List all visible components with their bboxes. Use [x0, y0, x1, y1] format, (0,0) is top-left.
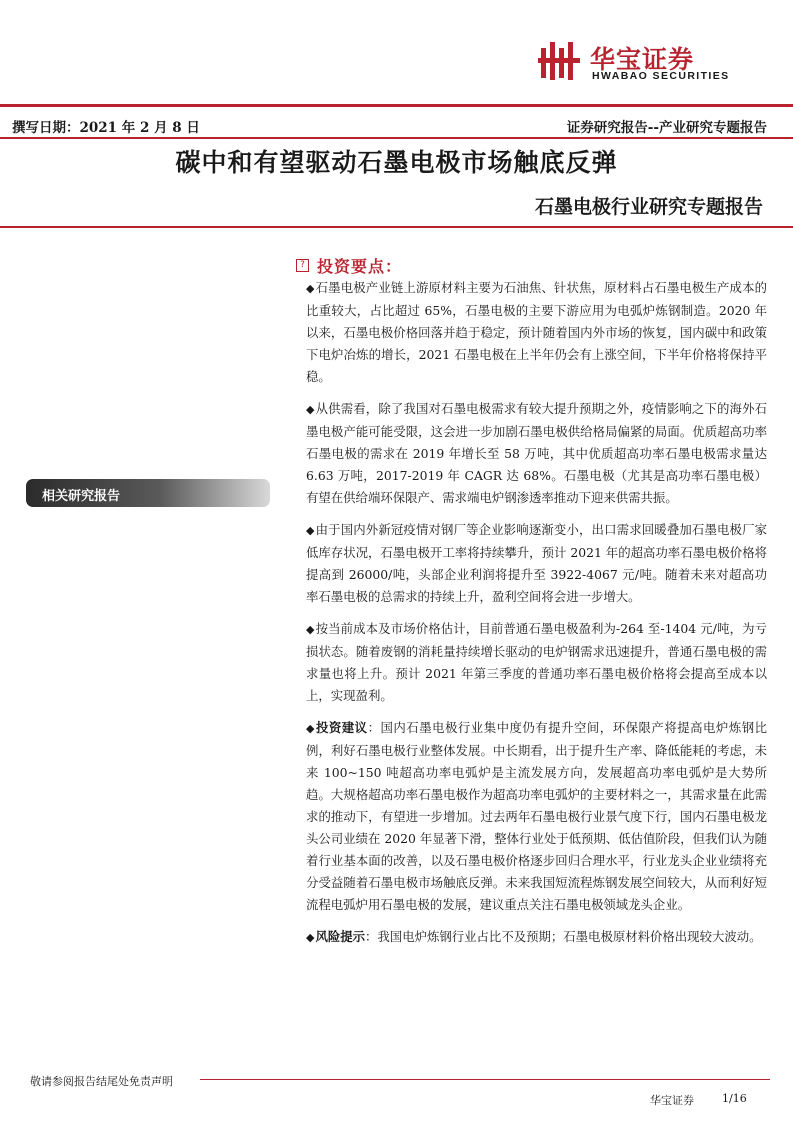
paragraph	[306, 277, 767, 388]
bullet-diamond-icon: ◆	[306, 722, 315, 735]
paragraph	[306, 618, 767, 707]
subtitle-rule	[0, 226, 793, 228]
page-subtitle: 石墨电极行业研究专题报告	[534, 196, 763, 218]
bullet-diamond-icon: ◆	[306, 623, 315, 636]
paragraph-text: 石墨电极产业链上游原材料主要为石油焦、针状焦，原材料占石墨电极生产成本的比重较大，占比超过 65%，石墨电极的主要下游应用为电弧炉炼钢制造。2020 年以来，石墨电极价格回落并趋于稳定，预计随着国内外市场的恢复，国内碳中和政策下电炉冶炼的增长，2021 石墨电极在上半年仍会有上涨空间，下半年价格将保持平稳。	[306, 280, 768, 384]
company-logo	[538, 38, 758, 88]
paragraph-text: ：国内石墨电极行业集中度仍有提升空间，环保限产将提高电炉炼钢比例，利好石墨电极行业整体发展。中长期看，出于提升生产率、降低能耗的考虑，未来 100~150 吨超高功率电弧炉是主流发展方向，发展超高功率电弧炉是大势所趋。大规格超高功率石墨电极作为超高功率电弧炉的主要材料之一，其需求量在此需求的推动下，有望进一步增加。过去两年石墨电极行业景气度下行，国内石墨电极龙头公司业绩在 2020 年显著下滑，整体行业处于低预期、低估值阶段，但我们认为随着行业基本面的改善，以及石墨电极价格逐步回归合理水平，行业龙头企业业绩将充分受益随着石墨电极市场触底反弹。未来我国短流程炼钢发展空间较大，从而利好短流程电弧炉用石墨电极的发展，建议重点关注石墨电极领域龙头企业。	[306, 720, 768, 912]
related-reports-tab	[26, 479, 270, 507]
related-reports-label: 相关研究报告	[42, 489, 121, 504]
paragraph-text: 按当前成本及市场价格估计，目前普通石墨电极盈利为-264 至-1404 元/吨，为亏损状态。随着废钢的消耗量持续增长驱动的电炉钢需求迅速提升，普通石墨电极的需求量也将上升。预计 2021 年第三季度的普通功率石墨电极价格将会提高至成本以上，实现盈利。	[306, 621, 767, 703]
bullet-diamond-icon: ◆	[306, 403, 315, 416]
header-top-rule	[0, 104, 793, 107]
section-heading-label: 投资要点：	[317, 257, 403, 276]
footer-rule	[200, 1079, 770, 1080]
footer-disclaimer: 敬请参阅报告结尾处免责声明	[30, 1075, 173, 1088]
paragraph-lead: 风险提示	[315, 929, 366, 944]
report-type: 证券研究报告--产业研究专题报告	[566, 120, 767, 136]
paragraph	[306, 519, 767, 608]
hwabao-logo-icon	[538, 40, 580, 82]
paragraph-text: 从供需看，除了我国对石墨电极需求有较大提升预期之外，疫情影响之下的海外石墨电极产能可能受限，这会进一步加剧石墨电极供给格局偏紧的局面。优质超高功率石墨电极的需求在 2019 年增长至 58 万吨，其中优质超高功率石墨电极需求量达 6.63 万吨，2017-2019 年 CAGR 达 68%。石墨电极（尤其是高功率石墨电极）有望在供给端环保限产、需求端电炉钢渗透率推动下迎来供需共振。	[306, 401, 768, 505]
header-bottom-rule	[0, 137, 793, 139]
bullet-diamond-icon: ◆	[306, 524, 315, 537]
section-heading	[296, 254, 402, 277]
bullet-diamond-icon: ◆	[306, 282, 315, 295]
logo-name-cn: 华宝证券	[590, 45, 695, 74]
investment-highlights	[306, 277, 767, 959]
paragraph-text: ：我国电炉炼钢行业占比不及预期；石墨电极原材料价格出现较大波动。	[365, 929, 762, 944]
checkbox-icon: ?	[296, 259, 309, 272]
logo-name-en: HWABAO SECURITIES	[592, 70, 730, 82]
paragraph-text: 由于国内外新冠疫情对钢厂等企业影响逐渐变小，出口需求回暖叠加石墨电极厂家低库存状况，石墨电极开工率将持续攀升，预计 2021 年的超高功率石墨电极价格将提高到 26000/吨，头部企业利润将提升至 3922-4067 元/吨。随着未来对超高功率石墨电极的总需求的持续上升，盈利空间将会进一步增大。	[306, 522, 768, 604]
footer-company: 华宝证券	[650, 1094, 694, 1107]
page-title: 碳中和有望驱动石墨电极市场触底反弹	[175, 148, 618, 177]
paragraph	[306, 926, 767, 949]
report-date: 撰写日期：2021 年 2 月 8 日	[12, 120, 200, 136]
paragraph	[306, 398, 767, 509]
bullet-diamond-icon: ◆	[306, 931, 315, 944]
paragraph-lead: 投资建议	[315, 720, 368, 735]
page-number: 1/16	[722, 1092, 747, 1105]
paragraph	[306, 717, 767, 916]
